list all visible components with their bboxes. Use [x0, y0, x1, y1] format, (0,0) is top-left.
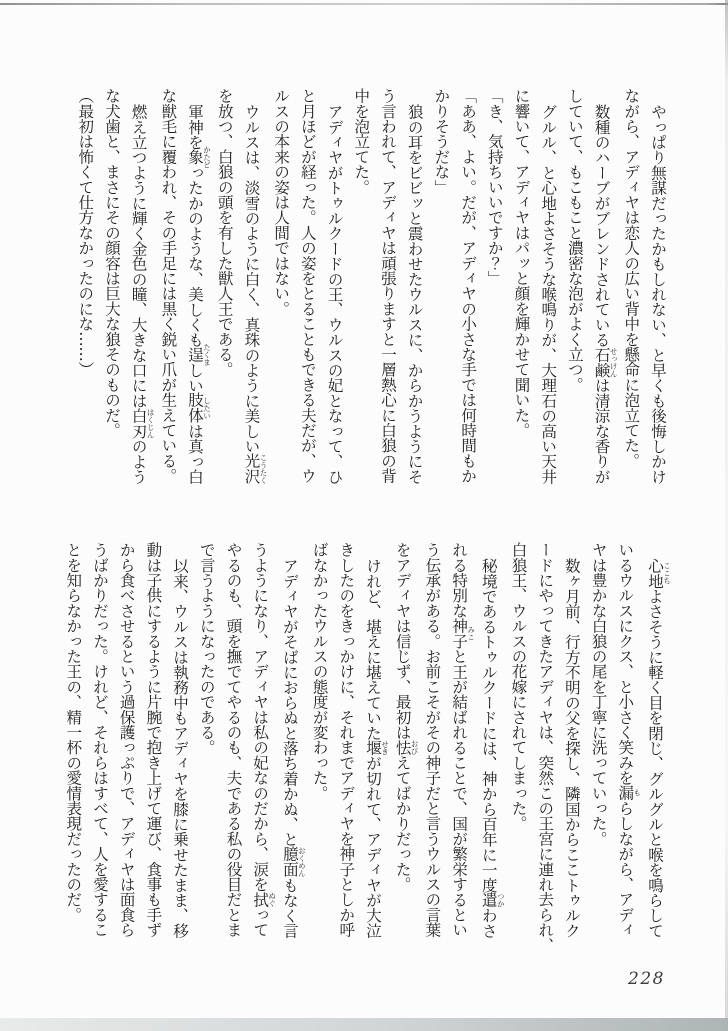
text-line: ばなかったウルスの態度が変わった。: [310, 542, 329, 801]
text-line: ードにやってきたアディヤは、突然この王宮に連れ去られ、: [536, 542, 555, 953]
text-line: （最初は怖くて仕方なかったのにな……）: [76, 88, 95, 377]
text-line: から食べさせるという過保護っぷりで、アディヤは面食ら: [117, 542, 136, 938]
text-line: をアディヤは信じず、最初は怯おびえてばかりだった。: [393, 542, 420, 892]
ruby-annotated-word: 肢体したい: [186, 392, 212, 423]
text-line: 「ああ、よい。だが、アディヤの小さな手では何時間もか: [459, 88, 478, 484]
ruby-annotated-word: 逞たくま: [186, 343, 212, 366]
text-line: う言われて、アディヤは頑張りますと一層熱心に白狼の背: [378, 88, 397, 484]
text-line: 数ヶ月前、行方不明の父を探し、隣国からここトゥルク: [562, 557, 581, 938]
text-line: ながら、アディヤは恋人の広い背中を懸命に泡立てた。: [622, 88, 641, 469]
text-line: アディヤがそばにおらぬと落ち着かぬ、と臆面おくめんもなく言: [280, 557, 307, 938]
text-line: 動は子供にするように片腕で抱き上げて運び、食事も手ず: [144, 542, 163, 938]
text-line: 「き、気持ちいいですか？」: [485, 88, 504, 286]
text-line: 以来、ウルスは執務中もアディヤを膝に乗せたまま、移: [171, 557, 190, 938]
text-line: うばかりだった。けれど、それらはすべて、人を愛するこ: [90, 542, 109, 938]
ruby-annotated-word: 怯おび: [393, 739, 420, 755]
text-line: を放つ、白狼の頭を有した獣人王である。: [215, 88, 234, 377]
ruby-annotated-word: 臆面おくめん: [280, 846, 307, 877]
text-line: ルスの本来の姿は人間ではない。: [272, 88, 291, 317]
text-line: で言うようになったのである。: [197, 542, 216, 755]
ruby-annotated-word: 白刃はくじん: [129, 407, 156, 438]
text-line: 軍神を象かたどったかのような、美しくも逞たくましい肢体したいは真っ白: [186, 103, 212, 484]
text-line: 狼の耳をビビッと震わせたウルスに、からかうようにそ: [405, 103, 424, 484]
text-line: れる特別な神子みこと王が結ばれることで、国が繁栄するとい: [450, 542, 476, 938]
ruby-annotated-word: 漏も: [616, 785, 642, 801]
text-line: 白狼王、ウルスの花嫁にされてしまった。: [509, 542, 528, 831]
ruby-annotated-word: 遣つか: [479, 891, 506, 908]
text-line: ヤは豊かな白狼の尾を丁寧に洗っていった。: [589, 542, 608, 847]
text-line: 燃え立つように輝く金色の瞳、大きな口には白刃はくじんのよう: [129, 103, 156, 484]
text-line: とを知らなかった王の、精一杯の愛情表現だったのだ。: [64, 542, 83, 923]
ruby-annotated-word: 心地ここち: [646, 557, 672, 588]
text-line: けれど、堪えに堪えていた堰せきが切れて、アディヤが大泣: [363, 557, 390, 938]
text-line: う伝承がある。お前こそがその神子だと言うウルスの言葉: [423, 542, 442, 938]
text-line: 数種のハーブがブレンドされている石鹸せっけんは清涼な香りが: [592, 103, 619, 484]
text-line: かりそうだな」: [432, 88, 451, 195]
ruby-annotated-word: 石鹸せっけん: [592, 346, 619, 378]
text-line: グルル、と心地よさそうな喉鳴りが、大理石の高い天井: [539, 103, 558, 484]
text-line: 心地ここちよさそうに軽く目を閉じ、グルグルと喉を鳴らして: [646, 557, 672, 938]
text-line: 中を泡立てた。: [352, 88, 371, 195]
text-line: 秘境であるトゥルクードには、神から百年に一度遣つかわさ: [479, 557, 506, 938]
scan-edge-bottom: [0, 1018, 728, 1031]
text-line: アディヤがトゥルクードの王、ウルスの妃となって、ひ: [325, 103, 344, 484]
text-block-bottom: [64, 542, 672, 953]
ruby-annotated-word: 象かたど: [186, 145, 212, 168]
ruby-annotated-word: 光沢こうたく: [242, 453, 268, 484]
text-line: きしたのをきっかけに、それまでアディヤを神子としか呼: [337, 542, 356, 938]
text-line: な犬歯と、まさにその顔容は巨大な狼そのものだ。: [102, 88, 121, 438]
text-line: うようになり、アディヤは私の妃なのだから、涙を拭ぬぐって: [251, 542, 277, 938]
text-line: やっぱり無謀だったかもしれない、と早くも後悔しかけ: [649, 103, 667, 484]
text-block-top: [76, 88, 671, 498]
ruby-annotated-word: 拭ぬぐ: [251, 891, 277, 907]
text-line: な獣毛に覆われ、その手足には黒く鋭い爪が生えている。: [159, 88, 178, 484]
text-line: いるウルスにクス、と小さく笑みを漏もらしながら、アディ: [616, 542, 642, 938]
text-line: ウルスは、淡雪のように白く、真珠のように美しい光沢こうたく: [242, 103, 268, 484]
ruby-annotated-word: 堰せき: [363, 739, 390, 756]
text-line: と月ほどが経った。人の姿をとることもできる夫だが、ウ: [298, 88, 317, 484]
text-line: していて、もこもこと濃密な泡がよく立つ。: [565, 88, 584, 393]
text-line: に響いて、アディヤはパッと顔を輝かせて聞いた。: [512, 88, 531, 438]
ruby-annotated-word: 神子みこ: [450, 618, 476, 649]
page-number: 228: [628, 969, 665, 989]
scan-edge-top: [0, 3, 728, 5]
text-line: やるのも、頭を撫でてやるのも、夫である私の役目だとま: [224, 542, 243, 938]
